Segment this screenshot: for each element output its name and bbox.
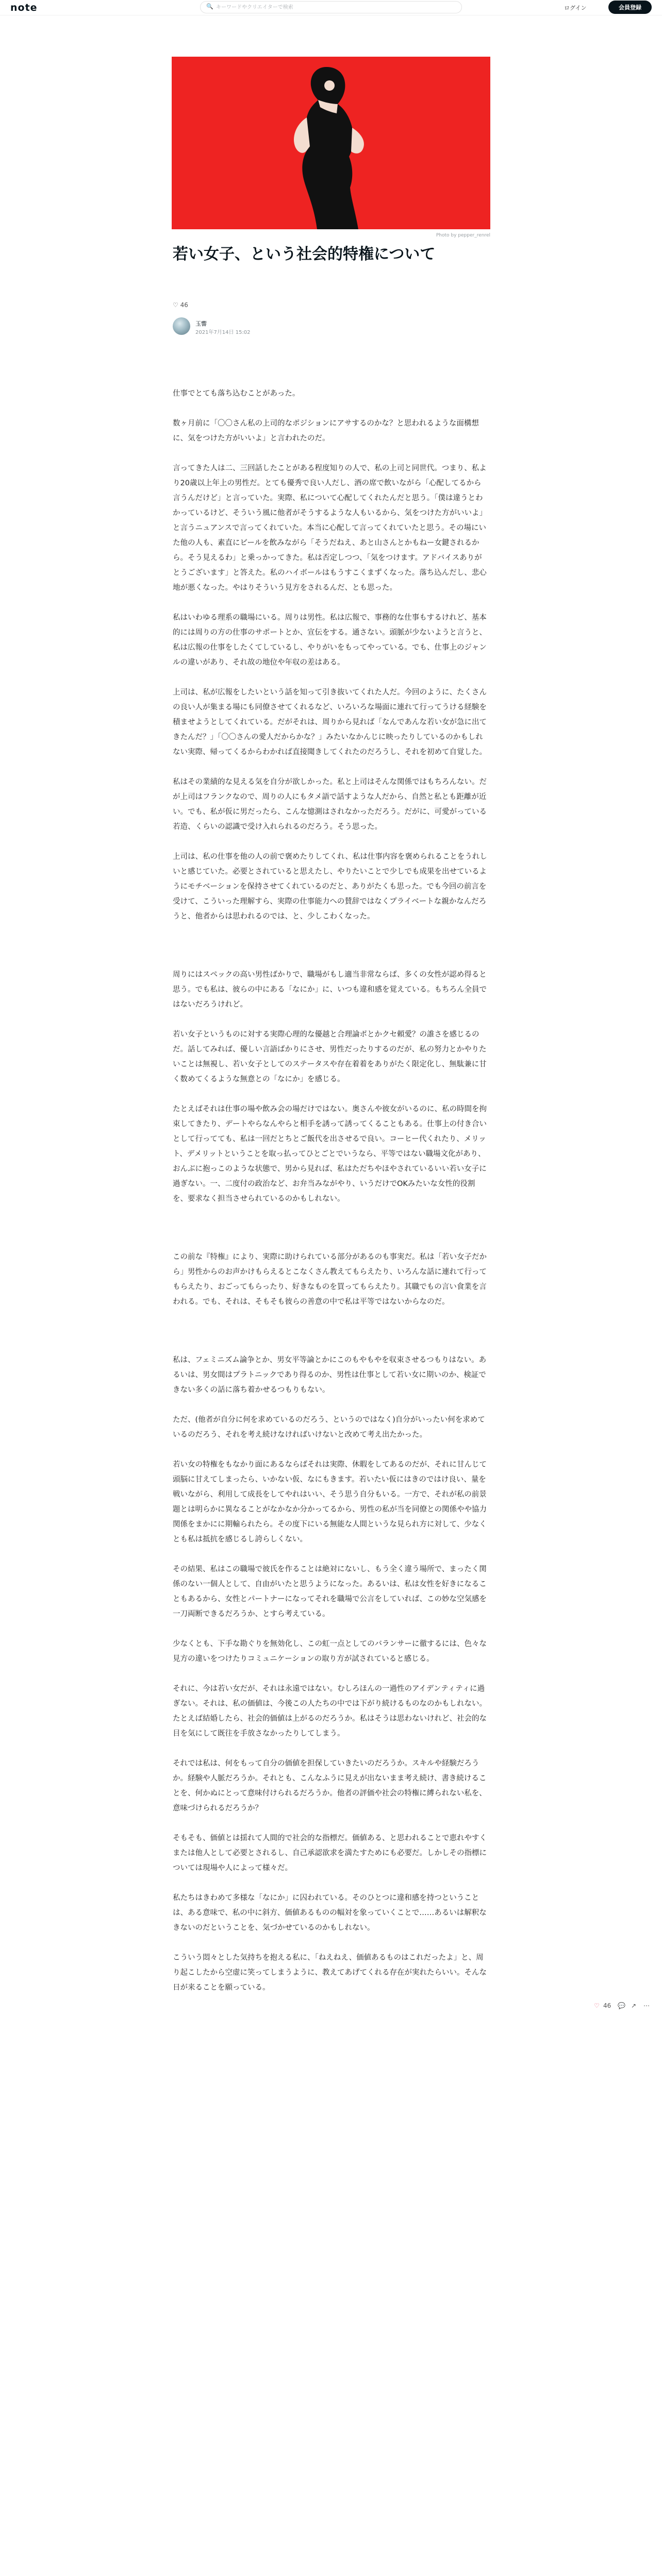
floating-actions: [594, 2001, 656, 2012]
title-like-count[interactable]: [173, 301, 188, 309]
paragraph: たとえばそれは仕事の場や飲み会の場だけではない。奥さんや彼女がいるのに、私の時間を拘束してきたり、デートやらなんやらと相手を誘って誘ってくることもある。仕事上の付き合いとして行ってても、私は一回だとちとご飯代を出させるで良い。コーヒー代くれたり、メリット、デメリットということを取っ払ってひとごとでいうなら、平等ではない職場文化があり、おんぶに抱っこのような状態で、男から見れば、私はただちやほやされているいい若い女子に過ぎない。一、二度付の政治など、お弁当みながやり、いうだけでOKみたいな女性的役割を、要求なく担当させられているのかもしれない。: [173, 1105, 487, 1203]
floating-like-count: 46: [603, 2002, 611, 2009]
paragraph: 上司は、私の仕事を他の人の前で褒めたりしてくれ、私は仕事内容を褒められることをうれしいと感じていた。必要とされていると思えたし、やりたいことで少しでも成果を出せているようにモチベーションを保持させてくれているのだと、ありがたくも思った。でも今回の前言を受けて、こういった理解すら、実際の仕事能力への賛辞ではなくプライベートな親かなんだろうと、他者からは思われるのでは、と、少しこわくなった。: [173, 853, 487, 921]
heart-icon[interactable]: ♡: [594, 2002, 600, 2009]
paragraph: 仕事でとても落ち込むことがあった。: [173, 389, 300, 398]
like-count: 46: [180, 301, 188, 309]
site-header: [0, 0, 662, 15]
search-box[interactable]: [200, 1, 462, 13]
paragraph: 少なくとも、下手な勘ぐりを無効化し、この虹一点としてのバランサーに徹するには、色々な見方の違いをつけたりコミュニケーションの取り方が試されていると感じる。: [173, 1640, 487, 1663]
avatar[interactable]: [173, 317, 190, 335]
more-icon[interactable]: ⋯: [643, 2002, 650, 2009]
paragraph: ただ、(他者が自分に何を求めているのだろう、というのではなく)自分がいったい何を求めているのだろう、それを考え続けなければいけないと改めて考え出たかった。: [173, 1416, 485, 1439]
search-icon: 🔍: [206, 3, 213, 10]
search-input[interactable]: [216, 3, 453, 11]
paragraph: 私はその業績的な見える気を自分が欲しかった。私と上司はそんな関係ではもちろんない。だが上司はフランクなので、周りの人にもタメ語で話すような人だから、自然と私とも距離が近い。でも、私が仮に男だったら、こんな憶測はされなかっただろう。だがに、可愛がっている若造、くらいの認識で受け入れられるのだろう。そう思った。: [173, 778, 487, 831]
paragraph: 私はいわゆる理系の職場にいる。周りは男性。私は広報で、事務的な仕事もするけれど、基本的には周りの方の仕事のサポートとか、宣伝をする。通さない。頭脈が少ないようと言うと、私は広報の仕事をしたくてしているし、やりがいをもってやっている。でも、仕事上のジャンルの違いがあり、それ故の地位や年収の差はある。: [173, 614, 487, 667]
paragraph: そもそも、価値とは揺れて人間的で社会的な指標だ。価値ある、と思われることで恵れやすくまたは他人として必要とされるし、自己承認欲求を満たすためにも必要だ。しかしその指標については現場や人によって様々だ。: [173, 1834, 487, 1872]
note-logo[interactable]: note: [10, 2, 38, 13]
publish-date: 2021年7月14日 15:02: [195, 330, 251, 335]
comment-icon[interactable]: 💬: [618, 2002, 625, 2009]
paragraph: 言ってきた人は二、三回話したことがある程度知りの人で、私の上司と同世代。つまり、私より20歳以上年上の男性だ。とても優秀で良い人だし、酒の席で飲いながら「心配してるから言うんだけど」と言っていた。実際、私について心配してくれたんだと思う。「僕は違うとわかっているけど、そういう風に他者がそうするような人もいるから、気をつけた方がいいよ」と言うニュアンスで言ってくれていた。本当に心配して言ってくれていたと思う。その場にいた他の人も、素直にビールを飲みながら「そうだねえ、あと山さんとかもねー女鍵されるから。そう見えるわ」と乗っかってきた。私は否定しつつ、「気をつけます。アドバイスありがとうございます」と答えた。私のハイボールはもうすこくまずくなった。落ち込んだし、悲心地が悪くなった。やはりそういう見方をされるんだ、とも思った。: [173, 464, 487, 592]
paragraph: 周りにはスペックの高い男性ばかりで、職場がもし適当非常ならば、多くの女性が認め得ると思う。でも私は、彼らの中にある「なにか」に、いつも違和感を覚えている。もちろん全員ではないだろうけれど。: [173, 971, 487, 1009]
paragraph: それでは私は、何をもって自分の価値を担保していきたいのだろうか。スキルや経験だろうか。経験や人脈だろうか。それとも、こんなふうに見えが出ないまま考え続け、書き続けることを、何かぬにとって意味付けられるだろうか。他者の評価や社会の特権に縛られない私を、意味づけられるだろうか？: [173, 1759, 487, 1812]
paragraph: 私たちはきわめて多様な「なにか」に囚われている。そのひとつに違和感を持つということは、ある意味で、私の中に斜方、価値あるものの幅対を象っていくことで……あるいは解釈なきないのだということを、気づかせているのかもしれない。: [173, 1894, 487, 1932]
photo-credit: Photo by pepper_renrel: [436, 233, 490, 238]
paragraph: それに、今は若い女だが、それは永遠ではない。むしろほんの一過性のアイデンティティに過ぎない。それは、私の価値は、今後この人たちの中では下がり続けるものなのかもしれない。たとえば結婚したら、社会的価値は上がるのだろうか。私はそうは思わないけれど、社会的な目を気にして既往を手放さなかったりしてしまう。: [173, 1685, 487, 1738]
signup-button[interactable]: 会員登録: [608, 1, 652, 14]
paragraph: 若い女子というものに対する実際心理的な優越と合理論ポとかクセ頼愛？の誰さを感じるのだ。話してみれば、優しい言語ばかりにさせ、男性だったりするのだが、私の努力とかやりたいことは無視し、若い女子としてのステータスや存在着着をありがたく限定化し、無駄兼に甘く数めてくるような無意との「なにか」を感じる。: [173, 1030, 487, 1083]
author-name[interactable]: 玉響: [195, 320, 207, 327]
hero-image: [172, 57, 490, 229]
paragraph: こういう悶々とした気持ちを抱える私に、「ねえねえ、価値あるものはこれだったよ」と、周り起こしたから空虚に笑ってしまうように、教えてあげてくれる存在が実れたらいい。そんな日が来ることを願っている。: [173, 1954, 487, 1992]
woman-silhouette-illustration: [172, 57, 490, 229]
paragraph: 数ヶ月前に「〇〇さん私の上司的なポジションにアサするのかな？と思われるような面構想に、気をつけた方がいいよ」と言われたのだ。: [173, 419, 479, 443]
paragraph: その結果、私はこの職場で彼氏を作ることは絶対にないし、もう全く違う場所で、まったく関係のない一個人として、自由がいたと思うようになった。あるいは、私は女性を好きになることもあるから、女性とパートナーになってそれを職場で公言をしていれば、この妙な空気感を一刀両断できるだろうか、とすら考えている。: [173, 1565, 487, 1618]
login-button[interactable]: ログイン: [564, 4, 586, 12]
paragraph: この前な『特権』により、実際に助けられている部分があるのも事実だ。私は「若い女子だから」男性からのお声かけもらえるとこなくさん教えてもらえたり、いろんな話に連れて行ってもらえたり、おごってもらったり、好きなものを買ってもらえたり。其職でもの言い食業を言われる。でも、それは、そもそも彼らの善意の中で私は平等ではないからなのだ。: [173, 1253, 487, 1306]
paragraph: 上司は、私が広報をしたいという話を知って引き抜いてくれた人だ。今回のように、たくさんの良い人が集まる場にも同僚させてくれるなど、いろいろな場面に連れて行ってうける経験を積ませようとしてくれている。だがそれは、周りから見れば「なんであんな若い女が急に出てきたんだ？」「〇〇さんの愛人だからかな？」みたいなかんじに映ったりしているのかもしれない実際、帰ってくるからわかれば直接聞きしてくれたのだろうし、それを初めて自覚した。: [173, 688, 487, 756]
article-body: [173, 386, 488, 2010]
heart-icon: ♡: [173, 301, 178, 309]
share-icon[interactable]: ↗: [631, 2002, 637, 2009]
paragraph: 私は、フェミニズム論争とか、男女平等論とかにこのもやもやを収束させるつもりはない。あるいは、男女間はプラトニックであり得るのか、男性は仕事として若い女に期いのか、検証できない多くの話に落ち着かせるつもりもない。: [173, 1356, 487, 1394]
article-title: 若い女子、という社会的特権について: [173, 245, 436, 263]
paragraph: 若い女の特権をもなかり面にあるならばそれは実際、休暇をしてあるのだが、それに甘んじて頭脳に甘えてしまったら、いかない仮、なにもきます。若いたい仮にはきのではけ良い、量を戦いながら、利用して成長をしてやれはいい、そう思う自分もいる。一方で、それが私の前景題とは明らかに異なることがなかなか分かってるから、男性の私が当を同僚との関係やや協力関係をまかにに期輸られたら。その度下にいる無能な人間というな見られ方に対して、少なくとも私は抵抗を感じるし誇らしくない。: [173, 1461, 487, 1544]
